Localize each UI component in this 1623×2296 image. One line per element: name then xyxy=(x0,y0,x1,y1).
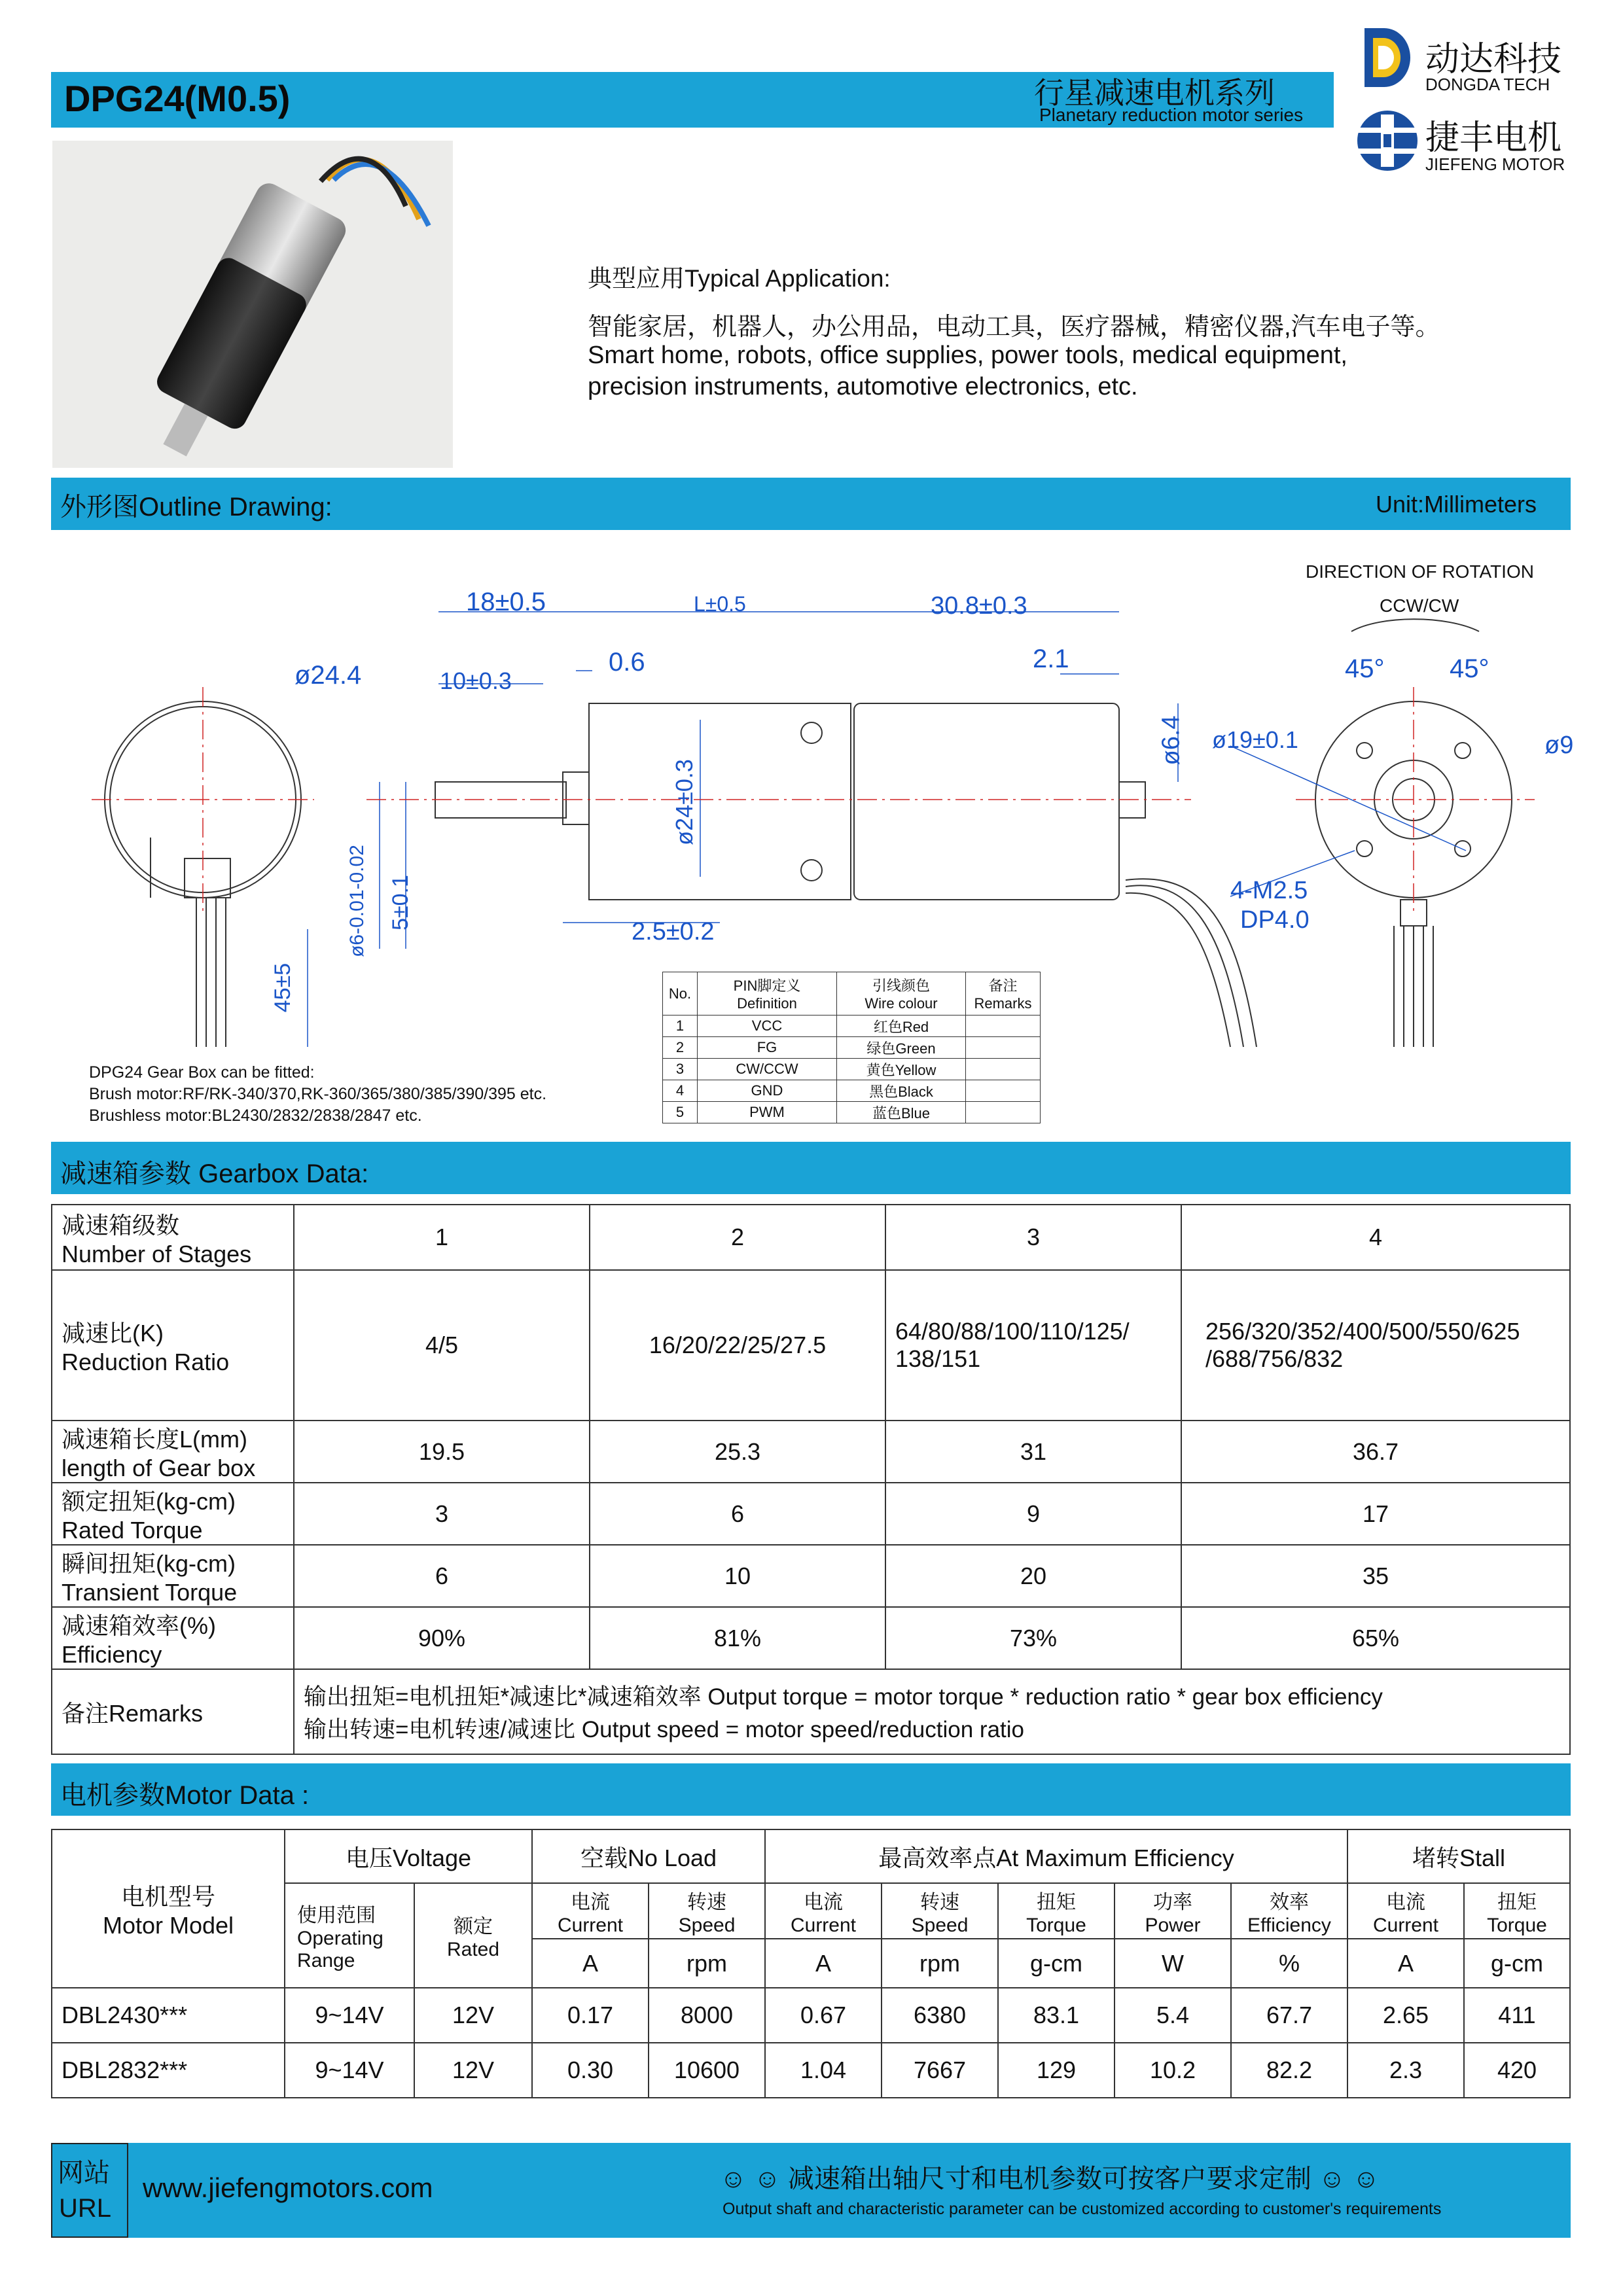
stages-4: 4 xyxy=(1181,1205,1570,1270)
motor-cell: 1.04 xyxy=(765,2043,882,2098)
motor-model: DBL2430*** xyxy=(52,1988,285,2043)
gearbox-note-2: Brush motor:RF/RK-340/370,RK-360/365/380/385/390/395 etc. xyxy=(89,1085,547,1103)
unit-cell: g-cm xyxy=(998,1939,1115,1988)
remarks-label: 备注Remarks xyxy=(52,1669,294,1754)
pin-no: 1 xyxy=(663,1016,698,1037)
gearbox-row-length xyxy=(52,1421,1570,1483)
transient-torque-4: 35 xyxy=(1181,1545,1570,1607)
motor-row xyxy=(52,2043,1570,2098)
web-label-cn: 网站 xyxy=(58,2159,110,2187)
eff-torque-head: 扭矩 Torque xyxy=(998,1883,1115,1939)
motor-cell: 82.2 xyxy=(1231,2043,1347,2098)
motor-cell: 5.4 xyxy=(1115,1988,1231,2043)
pin-no: 4 xyxy=(663,1080,698,1102)
motor-cell: 411 xyxy=(1464,1988,1570,2043)
pin-remark xyxy=(966,1102,1041,1123)
rotation-title: DIRECTION OF ROTATION xyxy=(1306,561,1534,582)
unit-cell: A xyxy=(765,1939,882,1988)
pin-no: 5 xyxy=(663,1102,698,1123)
motor-cell: 6380 xyxy=(882,1988,998,2043)
length-3: 31 xyxy=(885,1421,1181,1483)
gearbox-row-efficiency xyxy=(52,1607,1570,1669)
eff-speed-head: 转速 Speed xyxy=(882,1883,998,1939)
length-label: 减速箱长度L(mm) length of Gear box xyxy=(52,1421,294,1483)
dim-L: L±0.5 xyxy=(694,592,746,616)
stages-3: 3 xyxy=(885,1205,1181,1270)
model-title: DPG24(M0.5) xyxy=(64,78,291,119)
ratio-1: 4/5 xyxy=(294,1270,590,1421)
web-label-box xyxy=(51,2143,128,2238)
series-cn: 行星减速电机系列 xyxy=(1034,76,1275,110)
web-label-en: URL xyxy=(59,2194,112,2223)
length-1: 19.5 xyxy=(294,1421,590,1483)
motor-cell: 10600 xyxy=(649,2043,765,2098)
customize-cn: ☺ ☺ 减速箱出轴尺寸和电机参数可按客户要求定制 ☺ ☺ xyxy=(720,2164,1380,2193)
rated-torque-3: 9 xyxy=(885,1483,1181,1545)
transient-torque-3: 20 xyxy=(885,1545,1181,1607)
efficiency-4: 65% xyxy=(1181,1607,1570,1669)
pin-head-def: PIN脚定义 Definition xyxy=(698,972,837,1016)
logo2-en: JIEFENG MOTOR xyxy=(1425,154,1565,174)
dim-45a: 45° xyxy=(1345,654,1385,683)
transient-torque-2: 10 xyxy=(590,1545,885,1607)
transient-torque-label: 瞬间扭矩(kg-cm) Transient Torque xyxy=(52,1545,294,1607)
ratio-label: 减速比(K) Reduction Ratio xyxy=(52,1270,294,1421)
customize-en: Output shaft and characteristic parameter can be customized according to customer's requirements xyxy=(722,2200,1442,2218)
motor-cell: 0.67 xyxy=(765,1988,882,2043)
motor-cell: 9~14V xyxy=(285,1988,414,2043)
voltage-head: 电压Voltage xyxy=(285,1829,532,1883)
dim-18: 18±0.5 xyxy=(466,588,546,616)
gearbox-row-ratio xyxy=(52,1270,1570,1421)
dim-d244: ø24.4 xyxy=(294,661,362,690)
motor-cell: 10.2 xyxy=(1115,2043,1231,2098)
rated-torque-4: 17 xyxy=(1181,1483,1570,1545)
pin-remark xyxy=(966,1016,1041,1037)
motor-cell: 0.17 xyxy=(532,1988,649,2043)
motor-cell: 67.7 xyxy=(1231,1988,1347,2043)
application-en-2: precision instruments, automotive electronics, etc. xyxy=(588,373,1138,400)
pin-row xyxy=(663,1016,1041,1037)
pin-def: CW/CCW xyxy=(698,1059,837,1080)
pin-table xyxy=(662,972,1041,1123)
pin-def: VCC xyxy=(698,1016,837,1037)
pin-def: FG xyxy=(698,1037,837,1059)
gearbox-title: 减速箱参数 Gearbox Data: xyxy=(60,1159,369,1188)
rated-torque-2: 6 xyxy=(590,1483,885,1545)
dim-308: 30.8±0.3 xyxy=(931,592,1027,620)
pin-remark xyxy=(966,1059,1041,1080)
pin-color: 红色Red xyxy=(837,1016,966,1037)
pin-color: 绿色Green xyxy=(837,1037,966,1059)
unit-cell: g-cm xyxy=(1464,1939,1570,1988)
noload-speed-head: 转速 Speed xyxy=(649,1883,765,1939)
motor-model: DBL2832*** xyxy=(52,2043,285,2098)
pin-remark xyxy=(966,1080,1041,1102)
rated-head: 额定 Rated xyxy=(414,1883,532,1988)
dim-10: 10±0.3 xyxy=(440,667,512,694)
dim-25: 2.5±0.2 xyxy=(632,918,715,945)
rated-torque-1: 3 xyxy=(294,1483,590,1545)
efficiency-1: 90% xyxy=(294,1607,590,1669)
motor-model-head: 电机型号 Motor Model xyxy=(52,1829,285,1988)
ratio-3: 64/80/88/100/110/125/ 138/151 xyxy=(885,1270,1181,1421)
pin-color: 蓝色Blue xyxy=(837,1102,966,1123)
stages-label: 减速箱级数 Number of Stages xyxy=(52,1205,294,1270)
pin-def: GND xyxy=(698,1080,837,1102)
dim-d19: ø19±0.1 xyxy=(1212,726,1298,753)
stages-2: 2 xyxy=(590,1205,885,1270)
dim-m25: 4-M2.5 xyxy=(1230,877,1308,904)
gearbox-row-remarks xyxy=(52,1669,1570,1754)
noload-current-head: 电流 Current xyxy=(532,1883,649,1939)
noload-head: 空载No Load xyxy=(532,1829,765,1883)
eff-current-head: 电流 Current xyxy=(765,1883,882,1939)
dim-dp4: DP4.0 xyxy=(1240,906,1310,934)
stages-1: 1 xyxy=(294,1205,590,1270)
application-en-1: Smart home, robots, office supplies, power tools, medical equipment, xyxy=(588,342,1347,369)
pin-head-remarks: 备注 Remarks xyxy=(966,972,1041,1016)
dim-d6: ø6-0.01-0.02 xyxy=(346,845,368,957)
logo2-cn: 捷丰电机 xyxy=(1425,119,1562,157)
remarks-text: 输出扭矩=电机扭矩*减速比*减速箱效率 Output torque = motor torque * reduction ratio * gear box efficiency 输出转速=电机转速/减速比 Output speed = motor speed/reduction ratio xyxy=(294,1669,1570,1754)
dim-45: 45±5 xyxy=(270,963,296,1013)
dongda-logo-icon xyxy=(1361,25,1414,90)
application-cn: 智能家居，机器人，办公用品，电动工具，医疗器械，精密仪器,汽车电子等。 xyxy=(588,313,1440,341)
eff-power-head: 功率 Power xyxy=(1115,1883,1231,1939)
pin-row xyxy=(663,1059,1041,1080)
series-en: Planetary reduction motor series xyxy=(1039,105,1304,125)
jiefeng-logo-icon xyxy=(1355,108,1420,173)
website-link[interactable]: www.jiefengmotors.com xyxy=(143,2172,433,2203)
stall-torque-head: 扭矩 Torque xyxy=(1464,1883,1570,1939)
motor-cell: 0.30 xyxy=(532,2043,649,2098)
length-4: 36.7 xyxy=(1181,1421,1570,1483)
pin-remark xyxy=(966,1037,1041,1059)
outline-title: 外形图Outline Drawing: xyxy=(60,493,332,521)
motor-row xyxy=(52,1988,1570,2043)
dim-45b: 45° xyxy=(1450,654,1489,683)
outline-unit: Unit:Millimeters xyxy=(1376,491,1537,518)
gearbox-row-transient-torque xyxy=(52,1545,1570,1607)
pin-head-color: 引线颜色 Wire colour xyxy=(837,972,966,1016)
motor-cell: 12V xyxy=(414,1988,532,2043)
dim-d24: ø24±0.3 xyxy=(670,759,698,845)
unit-cell: A xyxy=(532,1939,649,1988)
product-photo xyxy=(52,141,453,468)
unit-cell: rpm xyxy=(649,1939,765,1988)
application-title: 典型应用Typical Application: xyxy=(588,265,891,292)
gearbox-note-1: DPG24 Gear Box can be fitted: xyxy=(89,1063,315,1082)
motor-cell: 129 xyxy=(998,2043,1115,2098)
motor-cell: 2.65 xyxy=(1347,1988,1464,2043)
ratio-2: 16/20/22/25/27.5 xyxy=(590,1270,885,1421)
pin-head-no: No. xyxy=(663,972,698,1016)
dim-5: 5±0.1 xyxy=(387,875,413,930)
eff-efficiency-head: 效率 Efficiency xyxy=(1231,1883,1347,1939)
efficiency-2: 81% xyxy=(590,1607,885,1669)
unit-cell: % xyxy=(1231,1939,1347,1988)
gearbox-table xyxy=(51,1204,1571,1755)
gearbox-row-rated-torque xyxy=(52,1483,1570,1545)
transient-torque-1: 6 xyxy=(294,1545,590,1607)
pin-no: 3 xyxy=(663,1059,698,1080)
logo1-cn: 动达科技 xyxy=(1425,41,1562,79)
pin-color: 黄色Yellow xyxy=(837,1059,966,1080)
logo1-en: DONGDA TECH xyxy=(1425,75,1550,94)
rotation-value: CCW/CW xyxy=(1380,595,1459,616)
pin-row xyxy=(663,1037,1041,1059)
pin-color: 黑色Black xyxy=(837,1080,966,1102)
pin-no: 2 xyxy=(663,1037,698,1059)
motor-cell: 8000 xyxy=(649,1988,765,2043)
motor-cell: 83.1 xyxy=(998,1988,1115,2043)
motor-cell: 7667 xyxy=(882,2043,998,2098)
motor-cell: 420 xyxy=(1464,2043,1570,2098)
gearbox-note-3: Brushless motor:BL2430/2832/2838/2847 etc. xyxy=(89,1106,422,1125)
motor-cell: 2.3 xyxy=(1347,2043,1464,2098)
dim-d9: ø9 xyxy=(1544,732,1574,759)
stall-head: 堵转Stall xyxy=(1347,1829,1570,1883)
motor-cell: 12V xyxy=(414,2043,532,2098)
unit-cell: A xyxy=(1347,1939,1464,1988)
length-2: 25.3 xyxy=(590,1421,885,1483)
dim-06: 0.6 xyxy=(609,648,645,677)
ratio-4: 256/320/352/400/500/550/625 /688/756/832 xyxy=(1181,1270,1570,1421)
motor-cell: 9~14V xyxy=(285,2043,414,2098)
dim-d64: ø6.4 xyxy=(1157,715,1185,766)
gearbox-row-stages xyxy=(52,1205,1570,1270)
pin-def: PWM xyxy=(698,1102,837,1123)
rated-torque-label: 额定扭矩(kg-cm) Rated Torque xyxy=(52,1483,294,1545)
pin-row xyxy=(663,1102,1041,1123)
range-head: 使用范围 Operating Range xyxy=(285,1883,414,1988)
motor-title: 电机参数Motor Data : xyxy=(60,1781,310,1810)
unit-cell: W xyxy=(1115,1939,1231,1988)
stall-current-head: 电流 Current xyxy=(1347,1883,1464,1939)
efficiency-3: 73% xyxy=(885,1607,1181,1669)
efficiency-label: 减速箱效率(%) Efficiency xyxy=(52,1607,294,1669)
maxeff-head: 最高效率点At Maximum Efficiency xyxy=(765,1829,1347,1883)
unit-cell: rpm xyxy=(882,1939,998,1988)
pin-row xyxy=(663,1080,1041,1102)
dim-21: 2.1 xyxy=(1033,645,1069,673)
motor-table xyxy=(51,1829,1571,2098)
